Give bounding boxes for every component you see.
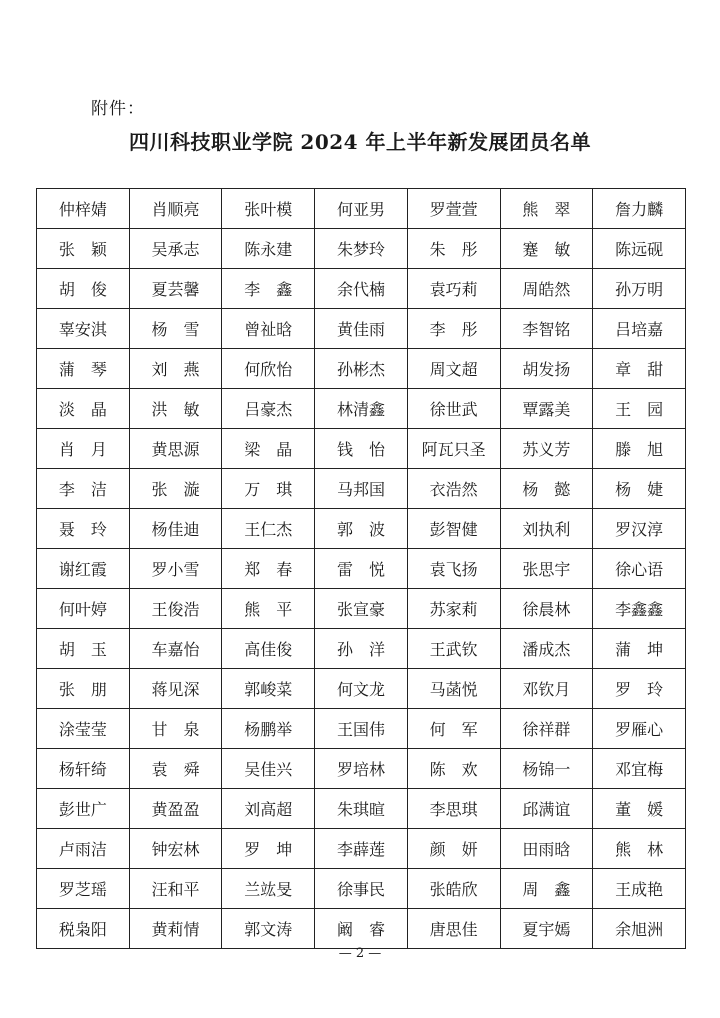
member-name-cell: 刘执利 [500,509,593,549]
member-name-cell: 张皓欣 [407,869,500,909]
member-name-cell: 马邦国 [315,469,408,509]
member-name-cell: 雷 悦 [315,549,408,589]
member-name-cell: 杨轩绮 [37,749,130,789]
table-row [37,509,686,549]
member-name-cell: 涂莹莹 [37,709,130,749]
member-name-cell: 甘 泉 [129,709,222,749]
member-name-cell: 胡 玉 [37,629,130,669]
member-name-cell: 黄盈盈 [129,789,222,829]
member-name-cell: 熊 翠 [500,189,593,229]
member-name-cell: 钟宏林 [129,829,222,869]
member-name-cell: 潘成杰 [500,629,593,669]
member-name-cell: 何亚男 [315,189,408,229]
table-row [37,829,686,869]
member-name-cell: 何欣怡 [222,349,315,389]
member-name-cell: 朱琪暄 [315,789,408,829]
member-name-cell: 徐事民 [315,869,408,909]
member-name-cell: 邓宜梅 [593,749,686,789]
table-row [37,709,686,749]
member-name-cell: 王国伟 [315,709,408,749]
member-name-cell: 蒋见深 [129,669,222,709]
member-name-cell: 孙万明 [593,269,686,309]
member-name-cell: 聂 玲 [37,509,130,549]
member-name-cell: 罗培林 [315,749,408,789]
member-name-cell: 罗雁心 [593,709,686,749]
member-name-cell: 王仁杰 [222,509,315,549]
member-name-cell: 杨鹏举 [222,709,315,749]
member-name-cell: 肖顺亮 [129,189,222,229]
member-name-cell: 罗 坤 [222,829,315,869]
member-name-cell: 李 洁 [37,469,130,509]
member-name-cell: 李薜莲 [315,829,408,869]
member-name-cell: 张思宇 [500,549,593,589]
table-row [37,629,686,669]
member-name-cell: 夏芸馨 [129,269,222,309]
member-name-cell: 罗小雪 [129,549,222,589]
member-name-cell: 王武钦 [407,629,500,669]
member-name-cell: 袁飞扬 [407,549,500,589]
member-name-cell: 张叶模 [222,189,315,229]
member-name-cell: 颜 妍 [407,829,500,869]
member-name-cell: 衣浩然 [407,469,500,509]
member-name-cell: 彭智健 [407,509,500,549]
member-name-cell: 肖 月 [37,429,130,469]
member-name-cell: 彭世广 [37,789,130,829]
table-row [37,189,686,229]
member-name-cell: 蹇 敏 [500,229,593,269]
member-name-cell: 郭峻菜 [222,669,315,709]
member-name-cell: 王 园 [593,389,686,429]
member-name-cell: 李思琪 [407,789,500,829]
member-name-cell: 何叶婷 [37,589,130,629]
member-name-cell: 梁 晶 [222,429,315,469]
member-name-cell: 谢红霞 [37,549,130,589]
member-name-cell: 詹力麟 [593,189,686,229]
member-name-cell: 田雨晗 [500,829,593,869]
member-name-cell: 朱梦玲 [315,229,408,269]
member-name-cell: 陈永建 [222,229,315,269]
table-row [37,429,686,469]
member-name-cell: 郭文涛 [222,909,315,949]
member-name-cell: 陈远砚 [593,229,686,269]
member-name-cell: 余旭洲 [593,909,686,949]
roster-body [37,189,686,949]
member-name-cell: 胡发扬 [500,349,593,389]
member-name-cell: 胡 俊 [37,269,130,309]
table-row [37,229,686,269]
member-name-cell: 周文超 [407,349,500,389]
member-name-cell: 黄佳雨 [315,309,408,349]
table-row [37,749,686,789]
table-row [37,869,686,909]
member-name-cell: 朱 彤 [407,229,500,269]
member-name-cell: 何文龙 [315,669,408,709]
member-name-cell: 苏家莉 [407,589,500,629]
document-title: 四川科技职业学院 2024 年上半年新发展团员名单 [128,130,592,154]
member-name-cell: 洪 敏 [129,389,222,429]
member-name-cell: 黄莉情 [129,909,222,949]
table-row [37,389,686,429]
member-name-cell: 兰竑旻 [222,869,315,909]
member-name-cell: 罗 玲 [593,669,686,709]
member-name-cell: 郑 春 [222,549,315,589]
table-row [37,309,686,349]
member-name-cell: 徐心语 [593,549,686,589]
member-name-cell: 袁巧莉 [407,269,500,309]
member-name-cell: 袁 舜 [129,749,222,789]
member-name-cell: 杨 雪 [129,309,222,349]
member-name-cell: 卢雨洁 [37,829,130,869]
member-name-cell: 辜安淇 [37,309,130,349]
member-name-cell: 吴佳兴 [222,749,315,789]
member-name-cell: 王成艳 [593,869,686,909]
member-name-cell: 熊 林 [593,829,686,869]
member-name-cell: 周皓然 [500,269,593,309]
member-name-cell: 张宣豪 [315,589,408,629]
member-name-cell: 郭 波 [315,509,408,549]
member-name-cell: 王俊浩 [129,589,222,629]
member-name-cell: 钱 怡 [315,429,408,469]
member-name-cell: 刘高超 [222,789,315,829]
table-row [37,789,686,829]
member-name-cell: 李 鑫 [222,269,315,309]
member-name-cell: 罗萱萱 [407,189,500,229]
member-name-cell: 余代楠 [315,269,408,309]
member-name-cell: 徐祥群 [500,709,593,749]
member-name-cell: 税枭阳 [37,909,130,949]
table-row [37,669,686,709]
member-name-cell: 徐晨林 [500,589,593,629]
member-name-cell: 李智铭 [500,309,593,349]
member-name-cell: 徐世武 [407,389,500,429]
member-name-cell: 罗芝瑶 [37,869,130,909]
member-name-cell: 熊 平 [222,589,315,629]
member-name-cell: 汪和平 [129,869,222,909]
member-name-cell: 杨锦一 [500,749,593,789]
member-name-cell: 杨 懿 [500,469,593,509]
member-name-cell: 马菡悦 [407,669,500,709]
member-name-cell: 张 漩 [129,469,222,509]
member-name-cell: 唐思佳 [407,909,500,949]
member-name-cell: 覃露美 [500,389,593,429]
table-row [37,349,686,389]
member-name-cell: 邓钦月 [500,669,593,709]
table-row [37,909,686,949]
member-name-cell: 陈 欢 [407,749,500,789]
member-name-cell: 蒲 坤 [593,629,686,669]
member-name-cell: 李 彤 [407,309,500,349]
member-name-cell: 曾祉晗 [222,309,315,349]
attachment-label: 附件： [91,99,145,119]
member-name-cell: 何 军 [407,709,500,749]
member-name-cell: 仲梓婧 [37,189,130,229]
member-name-cell: 夏宇嫣 [500,909,593,949]
member-name-cell: 罗汉淳 [593,509,686,549]
member-name-cell: 杨佳迪 [129,509,222,549]
member-name-cell: 孙彬杰 [315,349,408,389]
member-name-cell: 蒲 琴 [37,349,130,389]
member-name-cell: 孙 洋 [315,629,408,669]
member-name-cell: 吕培嘉 [593,309,686,349]
member-name-cell: 吴承志 [129,229,222,269]
table-row [37,469,686,509]
member-name-cell: 滕 旭 [593,429,686,469]
member-name-cell: 淡 晶 [37,389,130,429]
member-name-cell: 黄思源 [129,429,222,469]
member-name-cell: 邱满谊 [500,789,593,829]
member-name-cell: 林清鑫 [315,389,408,429]
member-name-cell: 董 媛 [593,789,686,829]
member-name-cell: 车嘉怡 [129,629,222,669]
table-row [37,549,686,589]
member-name-cell: 张 颖 [37,229,130,269]
table-row [37,589,686,629]
member-name-cell: 吕豪杰 [222,389,315,429]
member-name-cell: 李鑫鑫 [593,589,686,629]
page-number: — 2 — [338,946,382,961]
member-name-cell: 苏义芳 [500,429,593,469]
member-name-cell: 刘 燕 [129,349,222,389]
member-name-cell: 章 甜 [593,349,686,389]
member-name-cell: 万 琪 [222,469,315,509]
table-row [37,269,686,309]
member-name-cell: 周 鑫 [500,869,593,909]
member-name-cell: 阿瓦只圣 [407,429,500,469]
member-name-cell: 张 朋 [37,669,130,709]
member-roster-table [36,188,686,949]
member-name-cell: 高佳俊 [222,629,315,669]
member-name-cell: 杨 婕 [593,469,686,509]
member-name-cell: 阚 睿 [315,909,408,949]
